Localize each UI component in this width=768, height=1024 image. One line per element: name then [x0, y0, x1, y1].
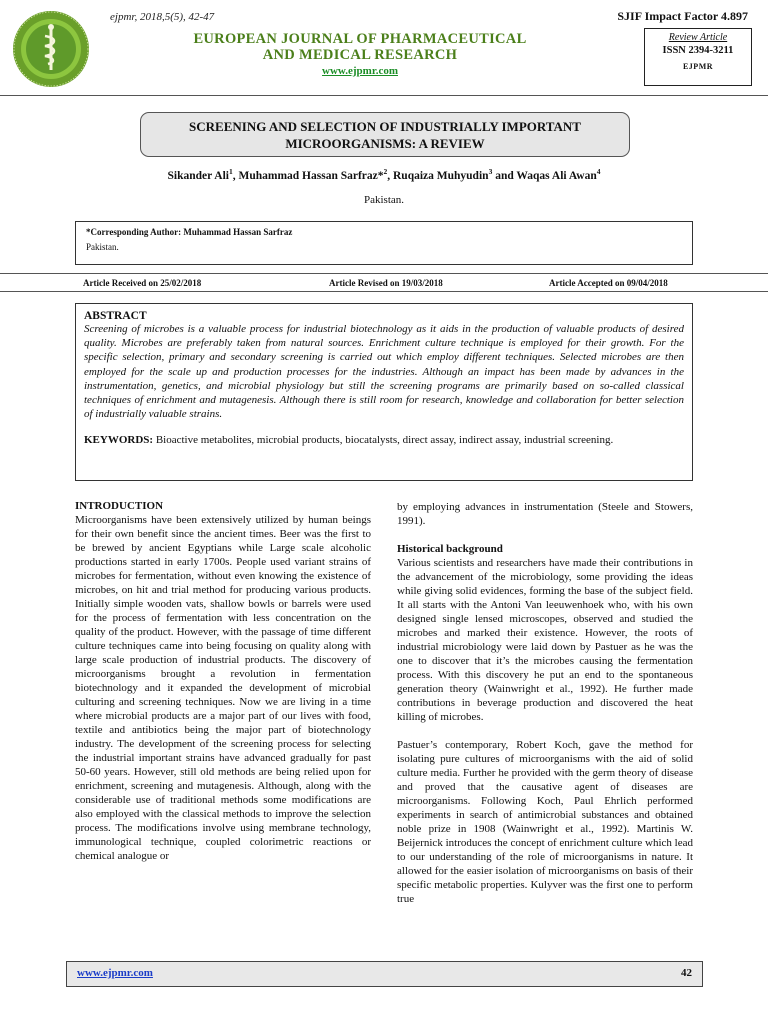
date-received: Article Received on 25/02/2018 — [83, 278, 202, 288]
author-country: Pakistan. — [363, 194, 405, 206]
citation: ejpmr, 2018,5(5), 42-47 — [110, 11, 215, 23]
keywords-label: KEYWORDS: — [84, 434, 154, 447]
date-accepted: Article Accepted on 09/04/2018 — [549, 278, 668, 288]
issn-box — [644, 28, 752, 86]
page-number: 42 — [681, 967, 692, 979]
corresponding-author-country: Pakistan. — [86, 242, 119, 252]
abstract-box — [75, 303, 693, 481]
left-column — [75, 499, 371, 863]
article-title-line1: SCREENING AND SELECTION OF INDUSTRIALLY IMPORTANT — [189, 119, 581, 134]
corresponding-author-label: *Corresponding Author: Muhammad Hassan Sarfraz — [86, 227, 293, 237]
impact-factor: SJIF Impact Factor 4.897 — [617, 9, 748, 23]
abstract-text: Screening of microbes is a valuable process for industrial biotechnology as it aids in the production of valuable products of desired quality. Microbes are preferably taken from natural sources. Enrichment culture technique is employed for their growth. For the specific selection, primary and secondary screening is carried out which employ different techniques. Selected microbes are then employed for the scale up and production processes for the industries. Although an impact has been made by advances in the instrumentation, genetics, and microbial physiology but still the screening programs are primarily based on so-called classical techniques of enrichment and mutagenesis. Although there is still room for research, knowledge and collaboration for better selection of industrially valuable strains. — [84, 323, 684, 421]
historical-background-heading: Historical background — [397, 543, 503, 556]
continued-text: by employing advances in instrumentation (Steele and Stowers, 1991). — [397, 501, 693, 528]
abstract-heading: ABSTRACT — [84, 310, 147, 322]
journal-title-line2: AND MEDICAL RESEARCH — [262, 47, 458, 63]
keywords — [84, 433, 684, 447]
footer-url-link[interactable]: www.ejpmr.com — [77, 967, 153, 979]
introduction-heading: INTRODUCTION — [75, 500, 164, 512]
author-3: Ruqaiza Muhyudin$^3$ and — [393, 167, 517, 182]
journal-title-line1: EUROPEAN JOURNAL OF PHARMACEUTICAL — [193, 31, 527, 47]
historical-background-text: Various scientists and researchers have made their contributions in the advancement of the microbiology, some providing the ideas while giving solid evidences, forming the base of the subject field. It all starts with the Antoni Van leeuwenhoek who, with his own designed single lensed microscopes, observed and studied the microbes and marked their existence. However, the roots of industrial microbiology were laid down by Pastuer as he was the one to discover that it’s the microbes causing the fermentation process. With this discovery he put an end to the spontaneous generation theory (Wainwright et al., 1992). He further made contributions in beverage production and discovered the heat killing of microbes. — [397, 557, 693, 724]
journal-title — [160, 31, 560, 63]
page-footer — [66, 961, 703, 987]
journal-abbrev: EJPMR — [682, 62, 714, 71]
article-type: Review Article — [668, 32, 728, 43]
journal-logo — [12, 10, 90, 88]
introduction-text: Microorganisms have been extensively utilized by human beings for their own benefit since the ancient times. Beer was the first to be brewed by ancient Egyptians while Large scale alcoholic productions started in early 1700s. People used variant strains of microbes for fermentation, without even knowing the existence of microbes, on hit and trial method for producing various products. Initially simple wooden vats, shallow bowls or barrels were used for the process of fermentation with less concentration on the quality of the product. However, with the passage of time different culture techniques came into being focusing on quality along with large scale production of industrial products. The discovery of microorganisms brought a revolution in fermentation biotechnology and it expanded the development of microbial culturing and screening techniques. Now we are living in a time where microbial products are a major part of our lives with food, textile and antibiotics being the major part of biotechnology industry. The development of the screening process for selecting the industrial important strains have advanced gradually for past 50-60 years. However, still old methods are being relied upon for enrichment, screening and mutagenesis. Although, along with the considerable use of traditional methods some modifications are also employed with the classical methods to improve the selection process. The modifications involve using membrane technology, immunological technique, coupled colorimetric reactions or chemical analogue or — [75, 514, 371, 863]
author-list — [0, 167, 768, 182]
article-title — [140, 112, 630, 157]
keywords-list: Bioactive metabolites, microbial products, biocatalysts, direct assay, indirect assay, industrial screening. — [153, 434, 614, 447]
corresponding-author-box — [75, 221, 693, 265]
author-2: Muhammad Hassan Sarfraz*$^2$, — [238, 167, 393, 182]
dates-top-rule — [0, 273, 768, 274]
dates-bottom-rule — [0, 291, 768, 292]
journal-url-link[interactable]: www.ejpmr.com — [322, 65, 398, 77]
author-1: Sikander Ali$^1$, — [167, 167, 239, 182]
koch-paragraph: Pastuer’s contemporary, Robert Koch, gave the method for isolating pure cultures of microorganisms with the aid of solid culture media. Further he provided with the germ theory of disease and proved that the causative agent of diseases are microorganisms. Following Koch, Paul Ehrlich performed experiments in search of antimicrobial substances and obtained noble prize in 1908 (Wainwright et al., 1992). Martinis W. Beijernick introduces the concept of enrichment culture which lead to our understanding of the role of microorganisms in nature. It allowed for the easier isolation of microorganisms on basis of their specific metabolic properties. Kulyver was the first one to perform true — [397, 739, 693, 906]
issn: ISSN 2394-3211 — [662, 45, 734, 56]
date-revised: Article Revised on 19/03/2018 — [329, 278, 443, 288]
right-column — [397, 500, 693, 906]
header-divider — [0, 95, 768, 96]
article-title-line2: MICROORGANISMS: A REVIEW — [285, 136, 485, 151]
author-4: Waqas Ali Awan$^4$ — [516, 167, 601, 182]
